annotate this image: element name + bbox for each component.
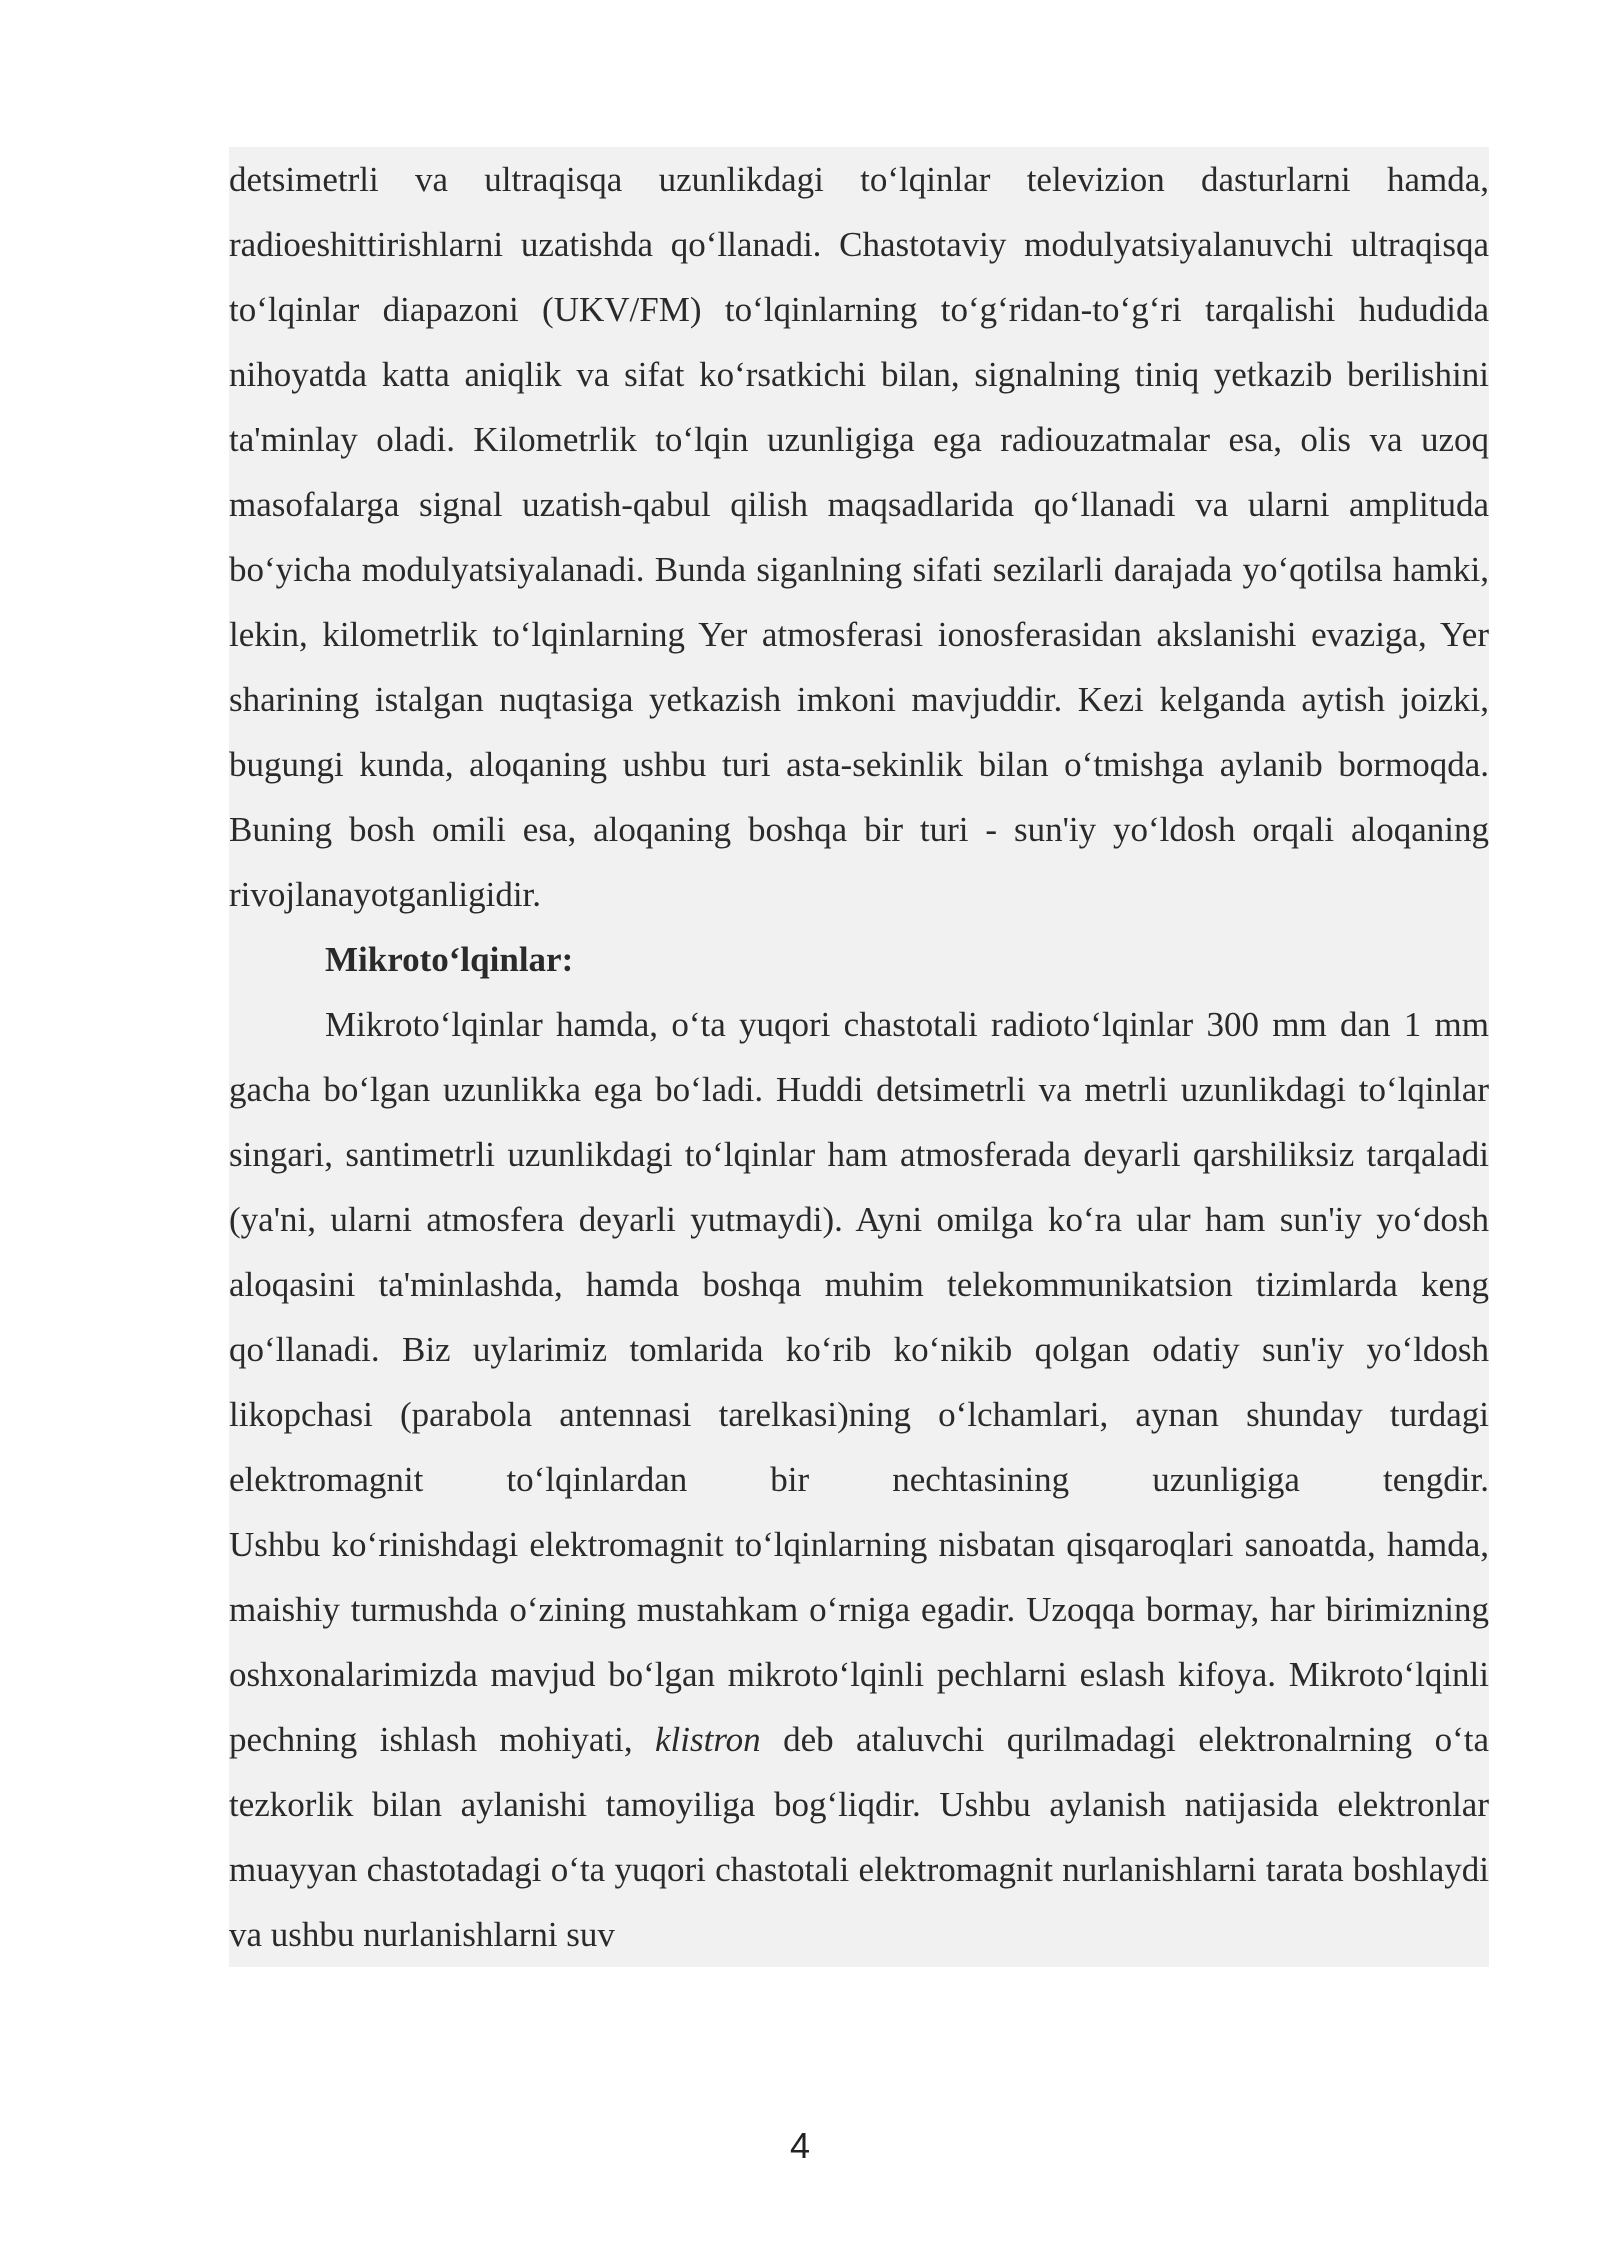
term-klistron: klistron <box>655 1720 761 1759</box>
paragraph-microwave-ovens-text-end: deb ataluvchi qurilmadagi elektronalrning o‘ta tezkorlik bilan aylanishi tamoyiliga bog‘liqdir. Ushbu aylanish natijasida elektronlar muayyan chastotadagi o‘ta yuqori chastotali elektromagnit nurlanishlarni tarata boshlaydi va ushbu nurlanishlarni suv <box>229 1720 1489 1954</box>
page-body <box>229 147 1489 1967</box>
section-heading-microwaves: Mikroto‘lqinlar: <box>229 927 1489 992</box>
paragraph-microwaves-intro: Mikroto‘lqinlar hamda, o‘ta yuqori chastotali radioto‘lqinlar 300 mm dan 1 mm gacha bo‘lgan uzunlikka ega bo‘ladi. Huddi detsimetrli va metrli uzunlikdagi to‘lqinlar singari, santimetrli uzunlikdagi to‘lqinlar ham atmosferada deyarli qarshiliksiz tarqaladi (ya'ni, ularni atmosfera deyarli yutmaydi). Ayni omilga ko‘ra ular ham sun'iy yo‘dosh aloqasini ta'minlashda, hamda boshqa muhim telekommunikatsion tizimlarda keng qo‘llanadi. Biz uylarimiz tomlarida ko‘rib ko‘nikib qolgan odatiy sun'iy yo‘ldosh likopchasi (parabola antennasi tarelkasi)ning o‘lchamlari, aynan shunday turdagi elektromagnit to‘lqinlardan bir nechtasining uzunligiga tengdir. <box>229 992 1489 1512</box>
paragraph-microwave-ovens-text-start: Ushbu ko‘rinishdagi elektromagnit to‘lqinlarning nisbatan qisqaroqlari sanoatda, hamda, maishiy turmushda o‘zining mustahkam o‘rniga egadir. Uzoqqa bormay, har birimizning oshxonalarimizda mavjud bo‘lgan mikroto‘lqinli pechlarni eslash kifoya. Mikroto‘lqinli pechning ishlash mohiyati, <box>229 1525 1489 1759</box>
paragraph-microwave-ovens <box>229 1512 1489 1967</box>
paragraph-radio-waves: detsimetrli va ultraqisqa uzunlikdagi to‘lqinlar televizion dasturlarni hamda, radioeshittirishlarni uzatishda qo‘llanadi. Chastotaviy modulyatsiyalanuvchi ultraqisqa to‘lqinlar diapazoni (UKV/FM) to‘lqinlarning to‘g‘ridan-to‘g‘ri tarqalishi hududida nihoyatda katta aniqlik va sifat ko‘rsatkichi bilan, signalning tiniq yetkazib berilishini ta'minlay oladi. Kilometrlik to‘lqin uzunligiga ega radiouzatmalar esa, olis va uzoq masofalarga signal uzatish-qabul qilish maqsadlarida qo‘llanadi va ularni amplituda bo‘yicha modulyatsiyalanadi. Bunda siganlning sifati sezilarli darajada yo‘qotilsa hamki, lekin, kilometrlik to‘lqinlarning Yer atmosferasi ionosferasidan akslanishi evaziga, Yer sharining istalgan nuqtasiga yetkazish imkoni mavjuddir. Kezi kelganda aytish joizki, bugungi kunda, aloqaning ushbu turi asta-sekinlik bilan o‘tmishga aylanib bormoqda. Buning bosh omili esa, aloqaning boshqa bir turi - sun'iy yo‘ldosh orqali aloqaning rivojlanayotganligidir. <box>229 147 1489 927</box>
page-number: 4 <box>789 2125 811 2166</box>
